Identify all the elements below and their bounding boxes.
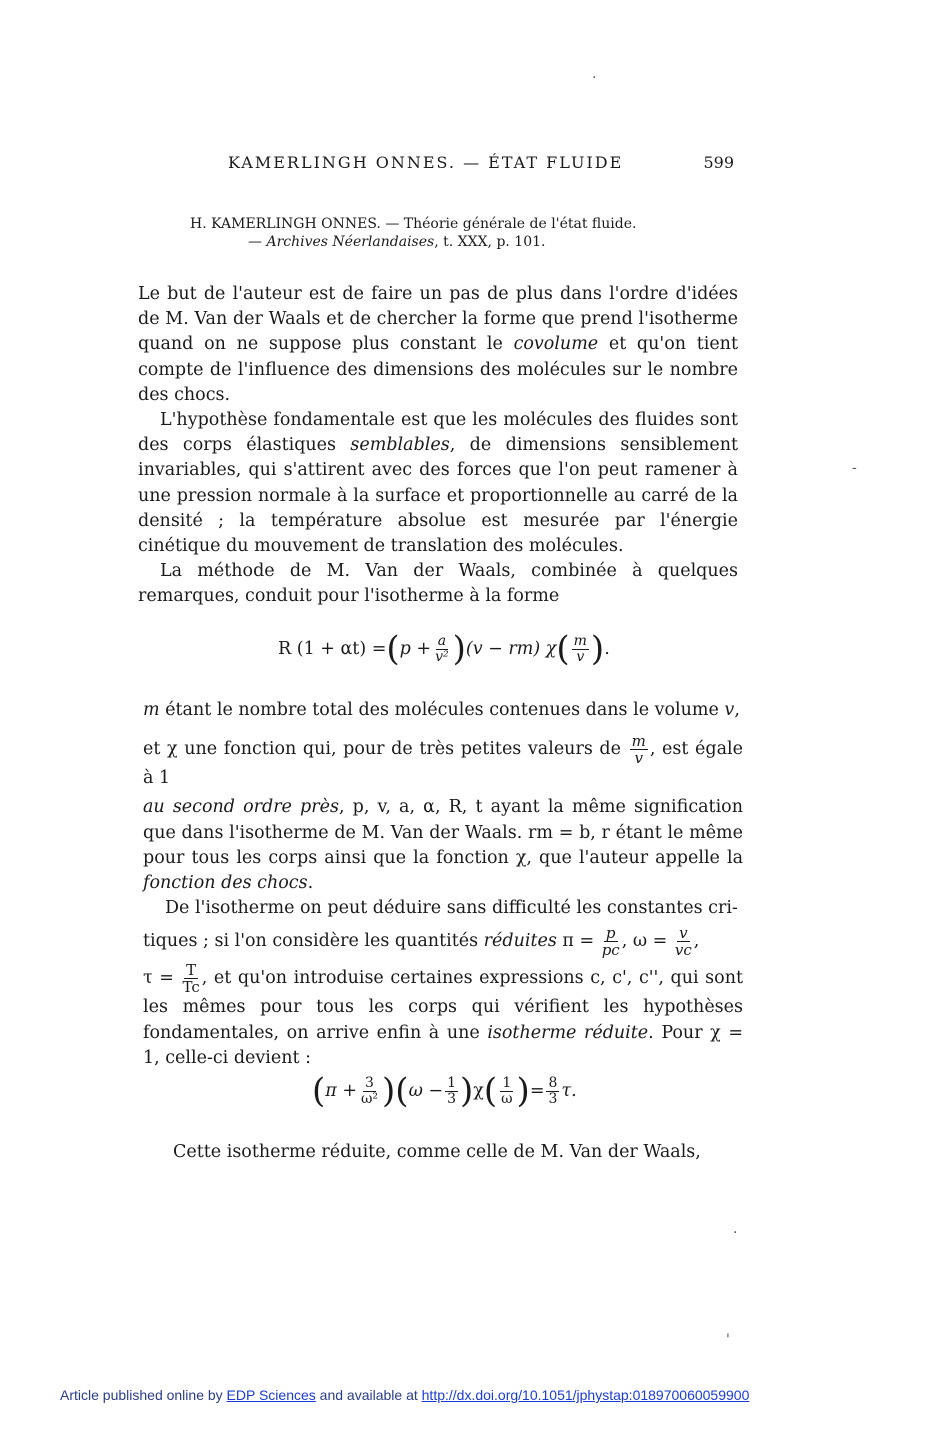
- footer-prefix: Article published online by: [60, 1387, 227, 1403]
- p6-italic-2: fonction des chocs: [143, 873, 308, 894]
- p6-italic: au second ordre près: [143, 797, 339, 818]
- p8-comma: ,: [693, 931, 700, 952]
- eq2-frac1-num: 3: [365, 1074, 374, 1091]
- p8-frac1-den: pc: [601, 941, 620, 960]
- paragraph-8: [143, 925, 743, 958]
- p9-text-c: . Pour χ = 1, celle-ci devient :: [143, 1022, 743, 1068]
- eq2-frac4-den: 3: [548, 1090, 558, 1107]
- p5-frac-den: v: [634, 749, 643, 768]
- equation-isotherm: [278, 629, 610, 669]
- body-block-2: [143, 698, 743, 1071]
- paragraph-5: [143, 733, 743, 791]
- eq2-paren-close: ): [382, 1071, 396, 1111]
- footer-publication-note: [60, 1387, 749, 1403]
- eq2-paren-open-3: (: [483, 1071, 498, 1111]
- eq1-paren-close-2: ): [590, 629, 605, 669]
- paragraph-10: Cette isotherme réduite, comme celle de M. Van der Waals,: [173, 1142, 701, 1162]
- eq2-paren-close-2: ): [459, 1071, 474, 1111]
- paragraph-6: [143, 795, 743, 896]
- p1-italic: covolume: [513, 334, 599, 355]
- eq2-chi: χ: [473, 1081, 484, 1101]
- scan-mark-lower: ·: [733, 1225, 738, 1241]
- p4-text: étant le nombre total des molécules contenues dans le volume: [159, 700, 725, 720]
- p4-comma: ,: [734, 700, 740, 720]
- scan-mark-right: -: [852, 460, 857, 476]
- eq1-frac-den: v²: [435, 648, 449, 665]
- eq1-frac-a-v2: [433, 634, 451, 665]
- scan-mark-top: ·: [592, 70, 597, 86]
- eq2-pi: π +: [325, 1081, 357, 1101]
- reference-line-2: [190, 233, 710, 251]
- eq1-p: p +: [399, 639, 432, 659]
- p5-text-a: et χ une fonction qui, pour de très petites valeurs de: [143, 739, 628, 760]
- eq2-frac-1-w: [499, 1076, 514, 1107]
- p9-italic: isotherme réduite: [487, 1022, 649, 1043]
- p9-frac-T-Tc: [183, 962, 200, 995]
- p1-text-b: et qu'on tient compte de l'influence des dimensions des molécules sur le nombre des chocs.: [138, 334, 738, 405]
- body-block-3: [143, 1140, 743, 1165]
- p5-text-b: , est égale à 1: [143, 739, 743, 789]
- eq2-frac3-den: ω: [501, 1090, 513, 1107]
- p1-text-a: Le but de l'auteur est de faire un pas de plus dans l'ordre d'idées de M. Van der Waals et de chercher la forme que prend l'isotherme quand on ne suppose plus constant le: [138, 284, 738, 355]
- eq1-frac2-num: m: [573, 632, 587, 649]
- eq1-paren-close: ): [452, 629, 466, 669]
- eq2-frac-1-3: [445, 1076, 458, 1107]
- eq1-paren-open: (: [386, 629, 400, 669]
- p5-frac-m-v: [630, 733, 648, 766]
- p6-text-b: .: [307, 873, 314, 894]
- p5-frac-num: m: [631, 732, 646, 751]
- p2-italic: semblables: [350, 435, 450, 456]
- paragraph-9: [143, 962, 743, 1071]
- reference-journal: Archives Néerlandaises: [266, 234, 435, 250]
- reference-volume: , t. XXX, p. 101.: [434, 234, 546, 250]
- eq1-frac-num: a: [437, 632, 447, 649]
- body-block-1: [138, 282, 738, 610]
- running-head-title: KAMERLINGH ONNES. — ÉTAT FLUIDE: [228, 153, 624, 172]
- p8-frac2-num: v: [679, 924, 688, 943]
- p8-frac-p-pc: [602, 925, 620, 958]
- paragraph-4: [143, 698, 743, 723]
- eq2-frac3-num: 1: [502, 1074, 512, 1091]
- p2-text-a: L'hypothèse fondamentale est que les molécules des fluides sont des corps élastiques: [138, 410, 738, 456]
- scan-mark-bottom: ': [726, 1332, 730, 1348]
- p8-italic: réduites: [483, 931, 557, 952]
- eq2-omega: ω −: [408, 1081, 444, 1101]
- eq2-tau: τ.: [561, 1081, 577, 1101]
- footer-middle: and available at: [315, 1387, 422, 1403]
- eq1-frac-m-v: [572, 634, 589, 665]
- eq2-paren-open-2: (: [395, 1071, 409, 1111]
- eq2-frac2-den: 3: [447, 1090, 456, 1107]
- p4-m: m: [143, 700, 160, 720]
- eq2-paren-close-3: ): [516, 1071, 530, 1111]
- eq2-frac-3-w2: [359, 1076, 380, 1107]
- p8-omega: , ω =: [621, 931, 673, 952]
- p8-frac-v-vc: [675, 925, 692, 958]
- eq2-frac2-num: 1: [447, 1074, 456, 1091]
- eq2-frac1-den: ω²: [361, 1090, 379, 1107]
- p2-text-b: , de dimensions sensiblement invariables, qui s'attirent avec des forces que l'on peut ramener à une pression normale à la surface et proportionnelle au carré de la densité ; la température absolue est mesurée par l'énergie cinétique du mouvement de translation des molécules.: [138, 435, 738, 557]
- p6-text-a: , p, v, a, α, R, t ayant la même signification que dans l'isotherme de M. Van der Waals. rm = b, r étant le même pour tous les corps ainsi que la fonction χ, que l'auteur appelle la: [143, 797, 743, 868]
- eq2-paren-open: (: [312, 1071, 326, 1111]
- paragraph-7: De l'isotherme on peut déduire sans difficulté les constantes cri-: [165, 898, 738, 919]
- eq2-equals: =: [529, 1081, 545, 1101]
- p8-text-a: tiques ; si l'on considère les quantités: [143, 931, 484, 952]
- eq1-lhs: R (1 + αt) =: [278, 639, 387, 659]
- running-head: [228, 153, 734, 172]
- reference-line-1: H. KAMERLINGH ONNES. — Théorie générale de l'état fluide.: [190, 216, 637, 232]
- p9-frac-num: T: [186, 961, 197, 980]
- p4-v: v: [724, 700, 735, 720]
- reference-dash: —: [248, 234, 267, 250]
- page-number: 599: [703, 153, 734, 172]
- p8-pi: π =: [556, 931, 600, 952]
- p8-frac1-num: p: [605, 924, 616, 943]
- eq1-paren-open-2: (: [556, 629, 570, 669]
- paragraph-2: [138, 408, 738, 559]
- eq2-frac-8-3: [546, 1076, 559, 1107]
- doi-link[interactable]: http://dx.doi.org/10.1051/jphystap:018970060059900: [421, 1387, 750, 1403]
- p9-tau: τ =: [143, 968, 181, 989]
- eq1-mid: (v − rm) χ: [465, 639, 557, 659]
- eq2-frac4-num: 8: [548, 1074, 558, 1091]
- paragraph-1: [138, 282, 738, 408]
- equation-reduced-isotherm: [312, 1071, 577, 1111]
- eq1-frac2-den: v: [576, 648, 585, 665]
- article-reference: [190, 215, 710, 251]
- p9-text-b: , et qu'on introduise certaines expressions c, c', c'', qui sont les mêmes pour tous les corps qui vérifient les hypothèses fondamentales, on arrive enfin à une: [143, 968, 743, 1043]
- paragraph-3: La méthode de M. Van der Waals, combinée à quelques remarques, conduit pour l'isotherme à la forme: [138, 561, 738, 607]
- eq1-end: .: [604, 639, 610, 659]
- p9-frac-den: Tc: [182, 978, 200, 997]
- p8-frac2-den: vc: [674, 941, 692, 960]
- publisher-link[interactable]: EDP Sciences: [226, 1387, 316, 1403]
